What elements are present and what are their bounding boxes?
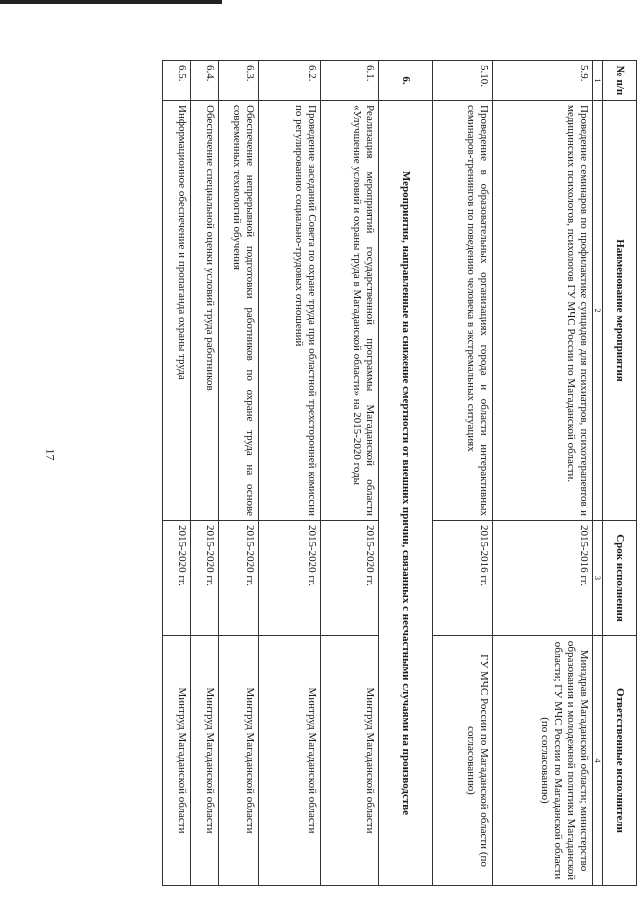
index-cell: 1 (593, 61, 603, 101)
row-date: 2015-2020 гг. (163, 521, 191, 636)
table-row (219, 61, 259, 886)
table-row (191, 61, 219, 886)
header-name: Наименование мероприятия (603, 101, 637, 521)
section-title: Мероприятия, направленные на снижение смертности от внешних причин, связанных с несчастными случаями на производстве (379, 101, 433, 886)
row-date: 2015-2020 гг. (321, 521, 379, 636)
row-number: 6.1. (321, 61, 379, 101)
measures-table (162, 60, 637, 886)
index-cell: 2 (593, 101, 603, 521)
row-responsible: Минтруд Магаданской области (259, 636, 321, 886)
index-cell: 3 (593, 521, 603, 636)
section-row (379, 61, 433, 886)
row-number: 6.4. (191, 61, 219, 101)
table-row (163, 61, 191, 886)
row-name: Информационное обеспечение и пропаганда охраны труда (163, 101, 191, 521)
header-responsible: Ответственные исполнители (603, 636, 637, 886)
row-name: Проведение в образовательных организациях города и области интерактивных семинаров-тренингов по поведению человека в экстремальных ситуациях (433, 101, 493, 521)
row-name: Проведение семинаров по профилактике суицидов для психиатров, психотерапевтов и медицинских психологов, психологов ГУ МЧС России по Магаданской области. (493, 101, 593, 521)
row-responsible: Минтруд Магаданской области (163, 636, 191, 886)
row-number: 5.10. (433, 61, 493, 101)
row-responsible: Минтруд Магаданской области (321, 636, 379, 886)
table-row (493, 61, 593, 886)
row-responsible: Минтруд Магаданской области (219, 636, 259, 886)
row-responsible: Минздрав Магаданской области; министерство образования и молодежной политики Магаданской области; ГУ МЧС России по Магаданской области (по согласованию) (493, 636, 593, 886)
table-row (259, 61, 321, 886)
row-name: Реализация мероприятий государственной программы Магаданской области «Улучшение условий и охраны труда в Магаданской области» на 2015-2020 годы (321, 101, 379, 521)
index-row (593, 61, 603, 886)
scan-edge-bar (0, 0, 222, 4)
table-row (433, 61, 493, 886)
row-date: 2015-2020 гг. (219, 521, 259, 636)
row-responsible: ГУ МЧС России по Магаданской области (по согласованию) (433, 636, 493, 886)
document-sheet (92, 60, 637, 885)
index-cell: 4 (593, 636, 603, 886)
table-row (321, 61, 379, 886)
row-number: 6.5. (163, 61, 191, 101)
header-no: № п/п (603, 61, 637, 101)
page-number: 17 (43, 448, 58, 461)
row-name: Проведение заседаний Совета по охране труда при областной трехсторонней комиссии по регулированию социально-трудовых отношений (259, 101, 321, 521)
row-number: 6.3. (219, 61, 259, 101)
row-name: Обеспечение специальной оценки условий труда работников (191, 101, 219, 521)
row-responsible: Минтруд Магаданской области (191, 636, 219, 886)
row-name: Обеспечение непрерывной подготовки работников по охране труда на основе современных технологий обучения (219, 101, 259, 521)
row-date: 2015-2020 гг. (191, 521, 219, 636)
row-number: 6.2. (259, 61, 321, 101)
section-number: 6. (379, 61, 433, 101)
header-date: Срок исполнения (603, 521, 637, 636)
row-date: 2015-2016 гг. (493, 521, 593, 636)
header-row (603, 61, 637, 886)
row-number: 5.9. (493, 61, 593, 101)
row-date: 2015-2016 гг. (433, 521, 493, 636)
row-date: 2015-2020 гг. (259, 521, 321, 636)
